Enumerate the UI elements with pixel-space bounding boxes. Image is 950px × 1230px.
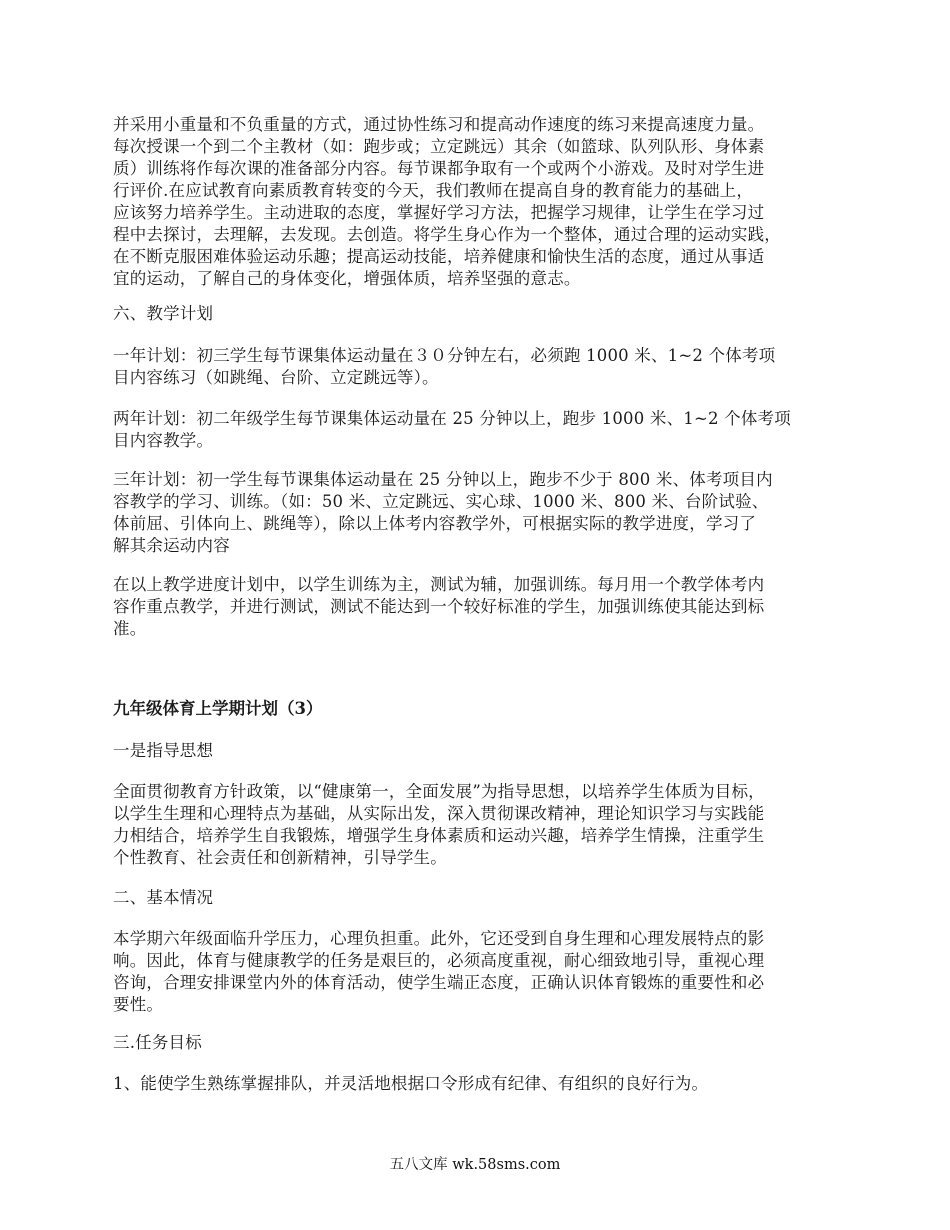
section-six-heading (113, 303, 843, 325)
intro-line: 程中去探讨，去理解，去发现。去创造。将学生身心作为一个整体，通过合理的运动实践， (113, 225, 781, 244)
plan-three-paragraph (113, 469, 843, 557)
progress-line: 准。 (113, 619, 147, 638)
plan-two-line: 目内容教学。 (113, 431, 214, 450)
intro-line: 应该努力培养学生。主动进取的态度，掌握好学习方法，把握学习规律，让学生在学习过 (113, 203, 765, 222)
progress-line: 在以上教学进度计划中，以学生训练为主，测试为辅，加强训练。每月用一个教学体考内 (113, 575, 765, 594)
guide-line: 以学生生理和心理特点为基础，从实际出发，深入贯彻课改精神，理论知识学习与实践能 (113, 804, 765, 823)
plan-one-line: 目内容练习（如跳绳、台阶、立定跳远等）。 (113, 368, 439, 387)
plan-three-line: 容教学的学习、训练。（如：50 米、立定跳远、实心球、1000 米、800 米、台阶试验、 (113, 492, 769, 511)
doc3-heading (113, 698, 843, 720)
plan-three-line: 解其余运动内容 (113, 536, 230, 555)
task-item-text: 1、能使学生熟练掌握排队，并灵活地根据口令形成有纪律、有组织的良好行为。 (113, 1074, 709, 1093)
basic-line: 要性。 (113, 995, 164, 1014)
guide-paragraph (113, 781, 843, 869)
basic-line: 响。因此，体育与健康教学的任务是艰巨的，必须高度重视，耐心细致地引导，重视心理 (113, 951, 765, 970)
progress-line: 容作重点教学，并进行测试，测试不能达到一个较好标准的学生，加强训练使其能达到标 (113, 597, 765, 616)
plan-three-line: 三年计划：初一学生每节课集体运动量在 25 分钟以上，跑步不少于 800 米、体考项目内 (113, 470, 773, 489)
document-title: 九年级体育上学期计划（3） (113, 699, 323, 718)
intro-line: 并采用小重量和不负重量的方式，通过协性练习和提高动作速度的练习来提高速度力量。 (113, 115, 765, 134)
basic-line: 本学期六年级面临升学压力，心理负担重。此外，它还受到自身生理和心理发展特点的影 (113, 929, 765, 948)
plan-one-paragraph (113, 345, 843, 389)
plan-two-line: 两年计划：初二年级学生每节课集体运动量在 25 分钟以上，跑步 1000 米、1~2 个体考项 (113, 409, 791, 428)
intro-paragraph (113, 114, 843, 290)
guide-line: 全面贯彻教育方针政策，以“健康第一，全面发展”为指导思想，以培养学生体质为目标， (113, 782, 765, 801)
plan-one-line: 一年计划：初三学生每节课集体运动量在３０分钟左右，必须跑 1000 米、1~2 个体考项 (113, 346, 776, 365)
section-title: 六、教学计划 (113, 304, 214, 323)
intro-line: 行评价.在应试教育向素质教育转变的今天，我们教师在提高自身的教育能力的基础上， (113, 181, 754, 200)
page-footer (0, 1155, 950, 1175)
footer-site-text: 五八文库 wk.58sms.com (389, 1157, 561, 1173)
plan-two-paragraph (113, 408, 843, 452)
intro-text (113, 114, 843, 290)
task-heading (113, 1032, 843, 1054)
intro-line: 在不断克服困难体验运动乐趣；提高运动技能，培养健康和愉快生活的态度，通过从事适 (113, 247, 765, 266)
basic-heading (113, 887, 843, 909)
guide-line: 力相结合，培养学生自我锻炼，增强学生身体素质和运动兴趣，培养学生情操，注重学生 (113, 826, 765, 845)
intro-line: 每次授课一个到二个主教材（如：跑步或；立定跳远）其余（如篮球、队列队形、身体素 (113, 137, 765, 156)
basic-line: 咨询，合理安排课堂内外的体育活动，使学生端正态度，正确认识体育锻炼的重要性和必 (113, 973, 765, 992)
guide-heading (113, 740, 843, 762)
plan-three-line: 体前屈、引体向上、跳绳等），除以上体考内容教学外，可根据实际的教学进度，学习了 (113, 514, 757, 533)
progress-paragraph (113, 574, 843, 640)
section-title: 三.任务目标 (113, 1033, 202, 1052)
section-title: 二、基本情况 (113, 888, 214, 907)
section-title: 一是指导思想 (113, 741, 214, 760)
intro-line: 宜的运动，了解自己的身体变化，增强体质，培养坚强的意志。 (113, 269, 581, 288)
intro-line: 质）训练将作每次课的准备部分内容。每节课都争取有一个或两个小游戏。及时对学生进 (113, 159, 765, 178)
task-item-1 (113, 1073, 843, 1095)
basic-paragraph (113, 928, 843, 1016)
guide-line: 个性教育、社会责任和创新精神，引导学生。 (113, 848, 447, 867)
